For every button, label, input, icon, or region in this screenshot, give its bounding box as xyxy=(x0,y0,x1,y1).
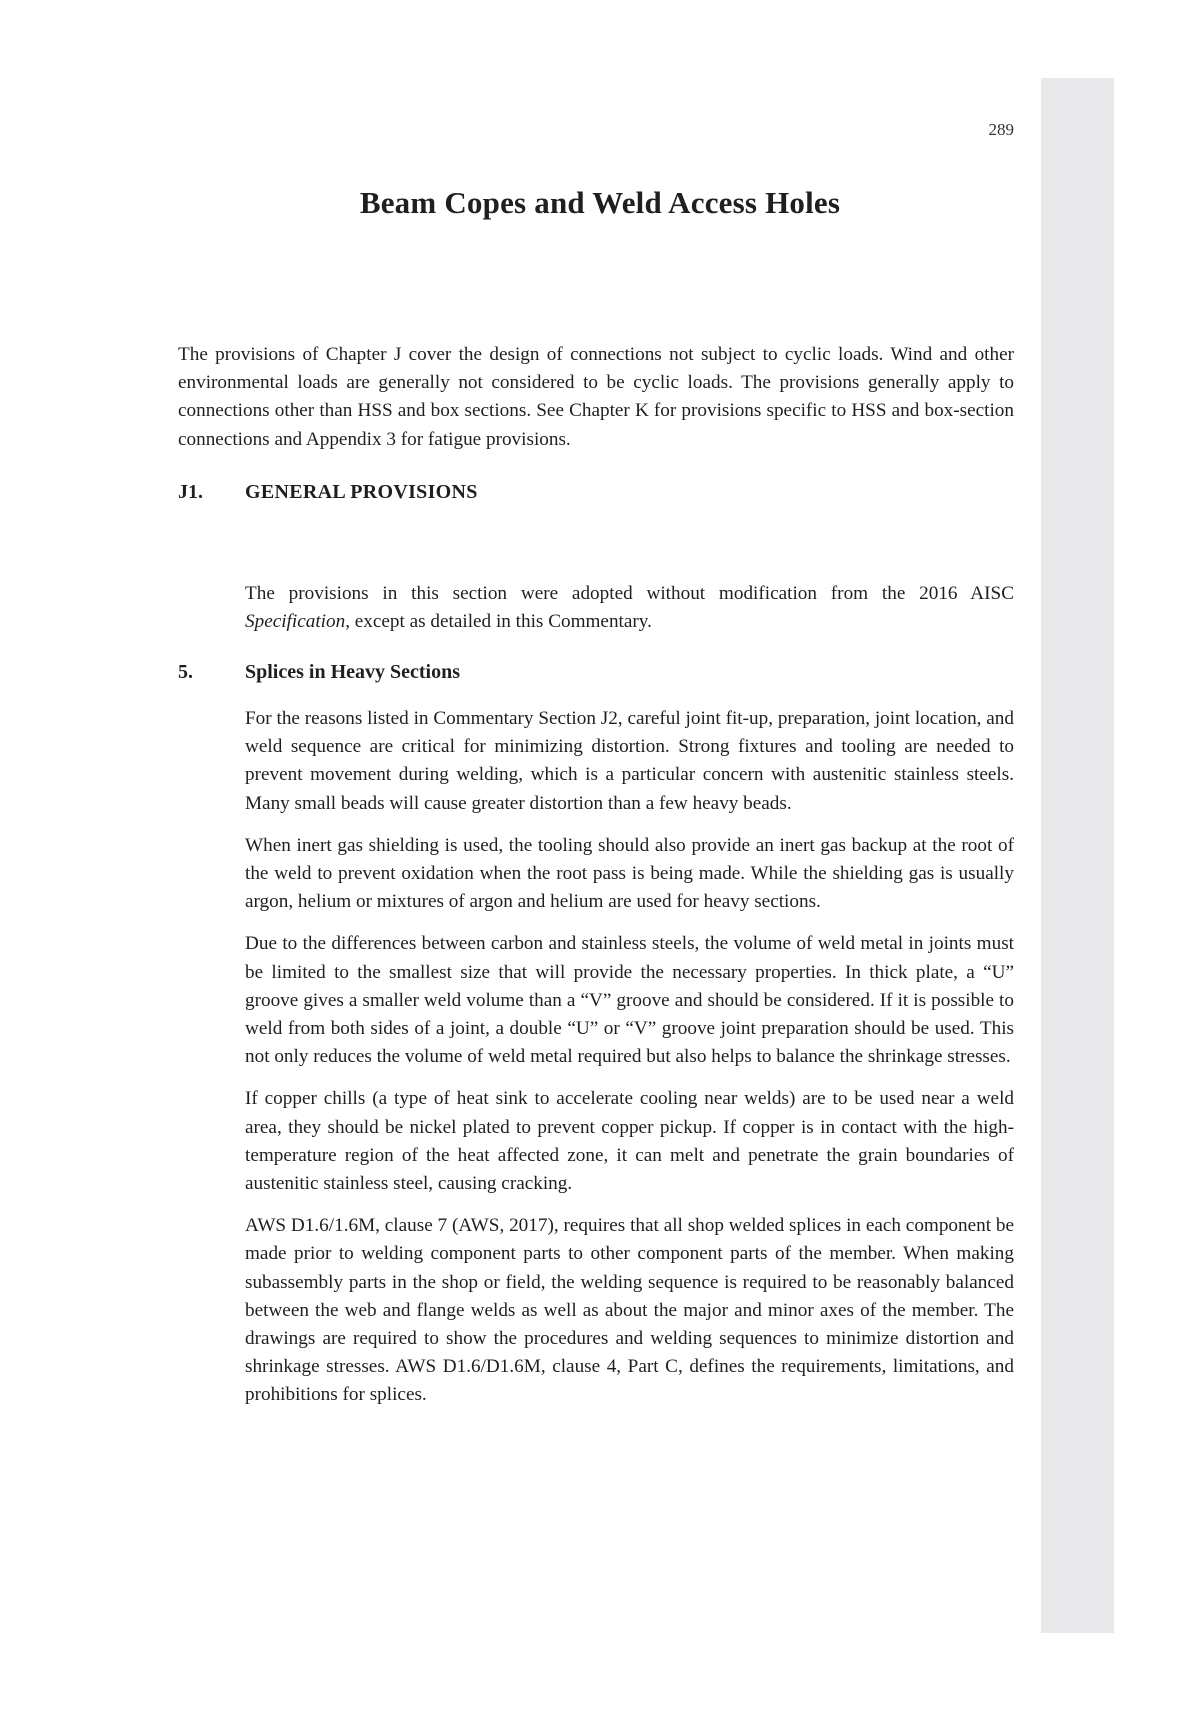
section-5-title: Splices in Heavy Sections xyxy=(245,661,461,683)
section-j1-para-text: The provisions in this section were adopted without modification from the 2016 AISC xyxy=(245,583,1014,604)
section-5-paragraph: If copper chills (a type of heat sink to accelerate cooling near welds) are to be used near a weld area, they should be nickel plated to prevent copper pickup. If copper is in contact with the high-temperature region of the heat affected zone, it can melt and penetrate the grain boundaries of austenitic stainless steel, causing cracking. xyxy=(245,1088,1014,1195)
section-j1-para-text-end: , except as detailed in this Commentary. xyxy=(345,611,652,633)
section-j1-para-italic: Specification xyxy=(245,611,346,633)
page-number: 289 xyxy=(988,120,1014,139)
intro-paragraph: The provisions of Chapter J cover the design of connections not subject to cyclic loads. Wind and other environmental loads are generally not considered to be cyclic loads. The provisions generally apply to connections other than HSS and box sections. See Chapter K for provisions specific to HSS and box-section connections and Appendix 3 for fatigue provisions. xyxy=(178,344,1014,450)
section-5-paragraph: For the reasons listed in Commentary Section J2, careful joint fit-up, preparation, joint location, and weld sequence are critical for minimizing distortion. Strong fixtures and tooling are needed to prevent movement during welding, which is a particular concern with austenitic stainless steels. Many small beads will cause greater distortion than a few heavy beads. xyxy=(245,708,1014,814)
section-j1-title: GENERAL PROVISIONS xyxy=(245,481,478,503)
chapter-title: Beam Copes and Weld Access Holes xyxy=(359,185,841,220)
section-5-number: 5. xyxy=(178,661,193,683)
section-5-body xyxy=(245,705,1014,1424)
section-j1-number: J1. xyxy=(178,481,203,503)
page-side-strip xyxy=(1041,78,1114,1633)
section-5-paragraph: When inert gas shielding is used, the tooling should also provide an inert gas backup at the root of the weld to prevent oxidation when the root pass is being made. While the shielding gas is usually argon, helium or mixtures of argon and helium are used for heavy sections. xyxy=(245,834,1014,913)
section-5-paragraph: Due to the differences between carbon and stainless steels, the volume of weld metal in joints must be limited to the smallest size that will provide the necessary properties. In thick plate, a “U” groove gives a smaller weld volume than a “V” groove and should be considered. If it is possible to weld from both sides of a joint, a double “U” or “V” groove joint preparation should be used. This not only reduces the volume of weld metal required but also helps to balance the shrinkage stresses. xyxy=(245,933,1014,1068)
section-5-paragraph: AWS D1.6/1.6M, clause 7 (AWS, 2017), requires that all shop welded splices in each component be made prior to welding component parts to other component parts of the member. When making subassembly parts in the shop or field, the welding sequence is required to be reasonably balanced between the web and flange welds as well as about the major and minor axes of the member. The drawings are required to show the procedures and welding sequences to minimize distortion and shrinkage stresses. AWS D1.6/D1.6M, clause 4, Part C, defines the requirements, limitations, and prohibitions for splices. xyxy=(245,1215,1014,1406)
section-j1-paragraph xyxy=(245,580,1014,636)
